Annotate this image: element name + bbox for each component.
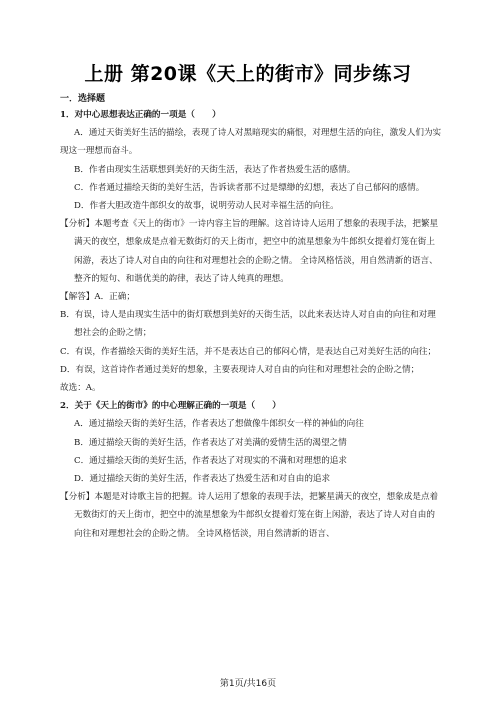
question-1-option-b: B．作者由现实生活联想到美好的天街生活，表达了作者热爱生活的感情。 — [74, 164, 356, 175]
question-1-option-c: C．作者通过描绘天街的美好生活，告诉读者那不过是缥缈的幻想，表达了自己郁闷的感情。 — [74, 182, 425, 193]
question-1-answer-head: 【解答】A．正确； — [60, 292, 135, 303]
question-2-stem: 2．关于《天上的街市》的中心理解正确的一项是（ ） — [60, 401, 281, 412]
question-2-option-b: B．通过描绘天街的美好生活，作者表达了对美满的爱情生活的渴望之情 — [74, 437, 347, 448]
page-title: 上册 第20课《天上的街市》同步练习 — [84, 63, 412, 85]
question-2-option-a: A．通过描绘天街的美好生活，作者表达了想做像牛郎织女一样的神仙的向往 — [74, 419, 364, 430]
section-heading: 一．选择题 — [60, 94, 106, 104]
document-body — [60, 106, 443, 543]
question-1-option-d: D．作者大胆改造牛郎织女的故事，说明劳动人民对幸福生活的向往。 — [74, 201, 339, 212]
question-1-answer-b: B．有误，诗人是由现实生活中的街灯联想到美好的天街生活，以此来表达诗人对自由的向往和对理想社会的企盼之情； — [60, 310, 436, 339]
question-2-option-c: C．通过描绘天街的美好生活，作者表达了对现实的不满和对理想的追求 — [74, 455, 347, 466]
question-1-answer-d: D．有误，这首诗作者通过美好的想象，主要表现诗人对自由的向往和对理想社会的企盼之情； — [60, 364, 420, 375]
question-1-analysis: 【分析】本题考查《天上的街市》一诗内容主旨的理解。这首诗诗人运用了想象的表现手法，把繁星满天的夜空，想象成是点着无数街灯的天上街市，把空中的流星想象为牛郎织女提着灯笼在街上闲游，表达了诗人对自由的向往和对理想社会的企盼之情。 全诗风格恬淡，用自然清新的语言、整齐的短句、和谐优美的韵律，表达了诗人纯真的理想。 — [60, 219, 439, 284]
question-1-stem: 1．对中心思想表达正确的一项是（ ） — [60, 110, 221, 120]
question-2-analysis: 【分析】本题是对诗歌主旨的把握。诗人运用了想象的表现手法，把繁星满天的夜空，想象成是点着无数街灯的天上街市，把空中的流星想象为牛郎织女提着灯笼在街上闲游，表达了诗人对自由的向往和对理想社会的企盼之情。 全诗风格恬淡，用自然清新的语言、 — [60, 492, 439, 539]
question-2-option-d: D．通过描绘天街的美好生活，作者表达了热爱生活和对自由的追求 — [74, 474, 331, 485]
question-1-conclusion: 故选：A。 — [60, 383, 101, 394]
page-footer: 第1页/共16页 — [219, 679, 277, 689]
question-1-option-a: A．通过天街美好生活的描绘，表现了诗人对黑暗现实的痛恨，对理想生活的向往，激发人们为实现这一理想而奋斗。 — [60, 128, 442, 157]
question-1-answer-c: C．有误，作者描绘天街的美好生活，并不是表达自己的郁闷心情，是表达自己对美好生活的向往； — [60, 346, 437, 357]
